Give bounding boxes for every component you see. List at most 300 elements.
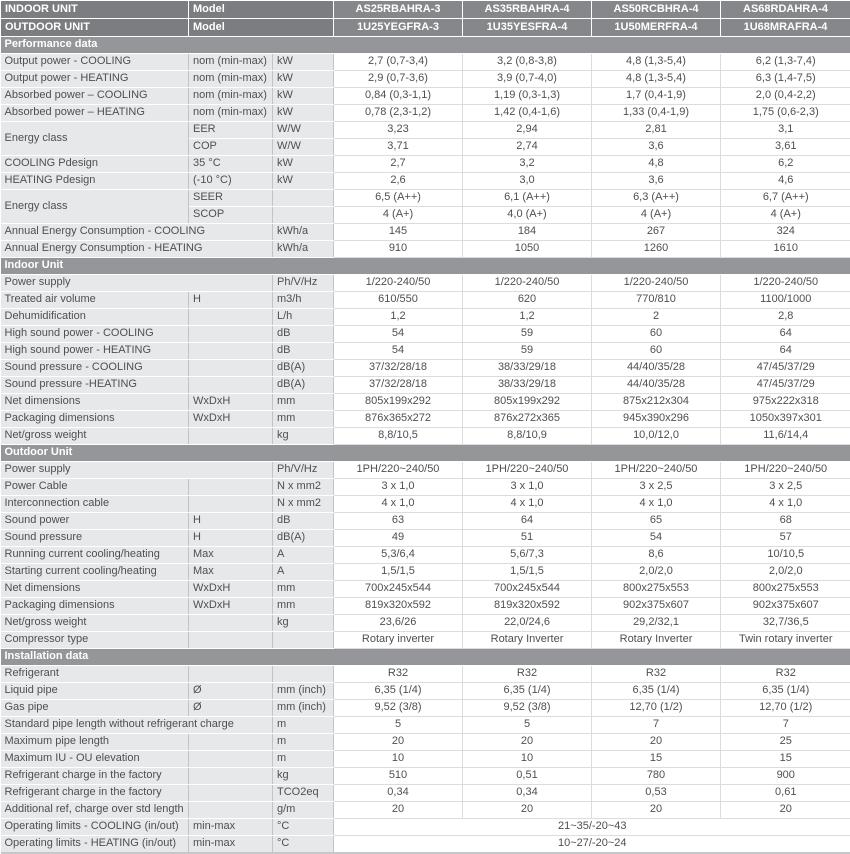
spec-value: 5 xyxy=(463,717,592,734)
spec-row xyxy=(1,683,850,700)
spec-label: Sound pressure xyxy=(1,530,189,547)
spec-value: 4,8 (1,3-5,4) xyxy=(592,54,721,71)
spec-row xyxy=(1,564,850,581)
spec-attr xyxy=(189,360,273,377)
spec-row xyxy=(1,479,850,496)
spec-label: Maximum pipe length xyxy=(1,734,189,751)
spec-value: 11,6/14,4 xyxy=(721,428,850,445)
spec-value: 620 xyxy=(463,292,592,309)
spec-label: Refrigerant charge in the factory xyxy=(1,785,189,802)
spec-value: 1050x397x301 xyxy=(721,411,850,428)
spec-label: COOLING Pdesign xyxy=(1,156,189,173)
section-title: Outdoor Unit xyxy=(1,445,850,462)
spec-unit: m xyxy=(273,734,334,751)
spec-unit: A xyxy=(273,547,334,564)
spec-label: Net/gross weight xyxy=(1,615,189,632)
indoor-unit-label: INDOOR UNIT xyxy=(1,1,189,19)
spec-value: 20 xyxy=(463,734,592,751)
spec-value: 4 (A+) xyxy=(334,207,463,224)
spec-unit: kg xyxy=(273,768,334,785)
spec-value: 2,7 (0,7-3,4) xyxy=(334,54,463,71)
spec-value: 20 xyxy=(592,802,721,819)
spec-value: 3,61 xyxy=(721,139,850,156)
spec-value: 800x275x553 xyxy=(592,581,721,598)
spec-attr: EER xyxy=(189,122,273,139)
spec-value: 1/220-240/50 xyxy=(334,275,463,292)
spec-value: 3,9 (0,7-4,0) xyxy=(463,71,592,88)
spec-value: 10,0/12,0 xyxy=(592,428,721,445)
spec-value: Rotary Inverter xyxy=(592,632,721,649)
spec-value: 1PH/220~240/50 xyxy=(592,462,721,479)
spec-label: Operating limits - COOLING (in/out) xyxy=(1,819,189,836)
spec-attr xyxy=(189,666,273,683)
spec-label: Net dimensions xyxy=(1,394,189,411)
spec-label: Treated air volume xyxy=(1,292,189,309)
spec-value: 6,3 (A++) xyxy=(592,190,721,207)
spec-row xyxy=(1,105,850,122)
spec-label: Refrigerant xyxy=(1,666,189,683)
spec-value: Twin rotary inverter xyxy=(721,632,850,649)
spec-row xyxy=(1,156,850,173)
spec-value: R32 xyxy=(334,666,463,683)
spec-label: Energy class xyxy=(1,190,189,224)
spec-value: 875x212x304 xyxy=(592,394,721,411)
spec-value: 2,0/2,0 xyxy=(592,564,721,581)
spec-attr: min-max xyxy=(189,819,273,836)
spec-value: R32 xyxy=(721,666,850,683)
spec-unit: Ph/V/Hz xyxy=(273,462,334,479)
spec-value: 0,78 (2,3-1,2) xyxy=(334,105,463,122)
spec-attr xyxy=(189,734,273,751)
spec-label: Dehumidification xyxy=(1,309,189,326)
spec-value: 1/220-240/50 xyxy=(721,275,850,292)
spec-value: 0,34 xyxy=(334,785,463,802)
spec-value: 6,7 (A++) xyxy=(721,190,850,207)
spec-row xyxy=(1,632,850,649)
spec-attr: 35 °C xyxy=(189,156,273,173)
spec-value: 5,3/6,4 xyxy=(334,547,463,564)
spec-label: Power supply xyxy=(1,275,273,292)
spec-attr: WxDxH xyxy=(189,598,273,615)
spec-attr xyxy=(189,802,273,819)
spec-value: 1,2 xyxy=(334,309,463,326)
spec-row xyxy=(1,360,850,377)
spec-value: 6,35 (1/4) xyxy=(334,683,463,700)
spec-label: Operating limits - HEATING (in/out) xyxy=(1,836,189,854)
spec-row xyxy=(1,666,850,683)
spec-unit: dB xyxy=(273,326,334,343)
spec-value: 2,0 (0,4-2,2) xyxy=(721,88,850,105)
spec-value: 60 xyxy=(592,343,721,360)
spec-value: 20 xyxy=(334,734,463,751)
spec-value: 700x245x544 xyxy=(463,581,592,598)
spec-attr xyxy=(189,343,273,360)
spec-value: 1610 xyxy=(721,241,850,258)
spec-unit: dB xyxy=(273,343,334,360)
spec-value: 8,8/10,5 xyxy=(334,428,463,445)
spec-label: Power supply xyxy=(1,462,273,479)
spec-value: 12,70 (1/2) xyxy=(721,700,850,717)
spec-label: HEATING Pdesign xyxy=(1,173,189,190)
spec-value: 64 xyxy=(463,513,592,530)
spec-unit: mm xyxy=(273,394,334,411)
spec-value: 4,0 (A+) xyxy=(463,207,592,224)
spec-row xyxy=(1,326,850,343)
spec-label: High sound power - COOLING xyxy=(1,326,189,343)
spec-row xyxy=(1,819,850,836)
spec-value: Rotary inverter xyxy=(334,632,463,649)
spec-unit: g/m xyxy=(273,802,334,819)
spec-attr xyxy=(189,326,273,343)
spec-value: 47/45/37/29 xyxy=(721,377,850,394)
spec-value: 37/32/28/18 xyxy=(334,360,463,377)
spec-unit: kg xyxy=(273,428,334,445)
spec-attr xyxy=(189,377,273,394)
spec-label: Starting current cooling/heating xyxy=(1,564,189,581)
spec-value: 64 xyxy=(721,343,850,360)
spec-row xyxy=(1,717,850,734)
spec-label: Net/gross weight xyxy=(1,428,189,445)
spec-value: 819x320x592 xyxy=(463,598,592,615)
spec-unit: N x mm2 xyxy=(273,479,334,496)
spec-unit xyxy=(273,632,334,649)
spec-value: 2 xyxy=(592,309,721,326)
spec-unit: m xyxy=(273,751,334,768)
model-name: 1U68MRAFRA-4 xyxy=(721,19,850,37)
spec-value: 4 (A+) xyxy=(721,207,850,224)
spec-attr xyxy=(189,496,273,513)
spec-label: Power Cable xyxy=(1,479,189,496)
spec-attr: H xyxy=(189,530,273,547)
spec-value: 902x375x607 xyxy=(592,598,721,615)
spec-attr xyxy=(189,751,273,768)
spec-unit: mm xyxy=(273,581,334,598)
section-title: Indoor Unit xyxy=(1,258,850,275)
spec-value: 6,2 xyxy=(721,156,850,173)
spec-value: 60 xyxy=(592,326,721,343)
outdoor-unit-label: OUTDOOR UNIT xyxy=(1,19,189,37)
spec-value: 25 xyxy=(721,734,850,751)
spec-attr: Ø xyxy=(189,700,273,717)
section-header-row xyxy=(1,445,850,462)
spec-label: Sound pressure - COOLING xyxy=(1,360,189,377)
spec-value: 902x375x607 xyxy=(721,598,850,615)
spec-value: 5,6/7,3 xyxy=(463,547,592,564)
spec-attr: SEER xyxy=(189,190,273,207)
spec-value: 2,8 xyxy=(721,309,850,326)
spec-row xyxy=(1,241,850,258)
spec-row xyxy=(1,173,850,190)
spec-value: 1PH/220~240/50 xyxy=(463,462,592,479)
spec-value: 23,6/26 xyxy=(334,615,463,632)
spec-row xyxy=(1,275,850,292)
spec-value: 4,8 (1,3-5,4) xyxy=(592,71,721,88)
spec-label: Running current cooling/heating xyxy=(1,547,189,564)
section-header-row xyxy=(1,649,850,666)
spec-value: 1,5/1,5 xyxy=(334,564,463,581)
spec-value: 49 xyxy=(334,530,463,547)
spec-attr: nom (min-max) xyxy=(189,71,273,88)
spec-attr: WxDxH xyxy=(189,581,273,598)
spec-value: 8,6 xyxy=(592,547,721,564)
spec-value: 38/33/29/18 xyxy=(463,360,592,377)
spec-value: 8,8/10,9 xyxy=(463,428,592,445)
spec-row xyxy=(1,768,850,785)
spec-value: 267 xyxy=(592,224,721,241)
spec-value: Rotary Inverter xyxy=(463,632,592,649)
model-name: AS50RCBHRA-4 xyxy=(592,1,721,19)
spec-row xyxy=(1,122,850,139)
spec-attr: nom (min-max) xyxy=(189,54,273,71)
spec-label: Standard pipe length without refrigerant charge xyxy=(1,717,273,734)
section-title: Installation data xyxy=(1,649,850,666)
spec-value: 819x320x592 xyxy=(334,598,463,615)
spec-value: 64 xyxy=(721,326,850,343)
spec-value: 3 x 2,5 xyxy=(592,479,721,496)
spec-value: 805x199x292 xyxy=(334,394,463,411)
spec-value: 900 xyxy=(721,768,850,785)
spec-attr xyxy=(189,428,273,445)
spec-value: 3,1 xyxy=(721,122,850,139)
spec-label: High sound power - HEATING xyxy=(1,343,189,360)
spec-value-span: 10~27/-20~24 xyxy=(334,836,850,854)
spec-unit: kWh/a xyxy=(273,224,334,241)
spec-value: R32 xyxy=(592,666,721,683)
spec-value: 800x275x553 xyxy=(721,581,850,598)
spec-value: 9,52 (3/8) xyxy=(463,700,592,717)
spec-value: 3,2 (0,8-3,8) xyxy=(463,54,592,71)
spec-value: 54 xyxy=(592,530,721,547)
spec-row xyxy=(1,411,850,428)
spec-row xyxy=(1,496,850,513)
spec-label: Output power - HEATING xyxy=(1,71,189,88)
spec-row xyxy=(1,377,850,394)
spec-unit: dB(A) xyxy=(273,377,334,394)
section-header-row xyxy=(1,37,850,54)
spec-row xyxy=(1,513,850,530)
spec-value: 0,51 xyxy=(463,768,592,785)
spec-value: 510 xyxy=(334,768,463,785)
spec-unit: TCO2eq xyxy=(273,785,334,802)
spec-unit: mm xyxy=(273,411,334,428)
spec-attr: WxDxH xyxy=(189,394,273,411)
spec-value: 1,42 (0,4-1,6) xyxy=(463,105,592,122)
spec-row xyxy=(1,428,850,445)
spec-unit: kW xyxy=(273,173,334,190)
spec-unit: °C xyxy=(273,836,334,854)
spec-value: 610/550 xyxy=(334,292,463,309)
spec-value: 6,35 (1/4) xyxy=(721,683,850,700)
spec-value: 20 xyxy=(592,734,721,751)
spec-value: R32 xyxy=(463,666,592,683)
spec-value: 184 xyxy=(463,224,592,241)
spec-row xyxy=(1,734,850,751)
spec-value: 9,52 (3/8) xyxy=(334,700,463,717)
spec-value: 20 xyxy=(334,802,463,819)
spec-value: 2,74 xyxy=(463,139,592,156)
model-label: Model xyxy=(189,19,334,37)
spec-value: 2,6 xyxy=(334,173,463,190)
spec-value: 4 x 1,0 xyxy=(721,496,850,513)
spec-attr: (-10 °C) xyxy=(189,173,273,190)
section-header-row xyxy=(1,258,850,275)
spec-value: 324 xyxy=(721,224,850,241)
spec-value: 22,0/24,6 xyxy=(463,615,592,632)
spec-value: 6,35 (1/4) xyxy=(592,683,721,700)
spec-label: Liquid pipe xyxy=(1,683,189,700)
spec-attr: SCOP xyxy=(189,207,273,224)
spec-value: 1,7 (0,4-1,9) xyxy=(592,88,721,105)
spec-row xyxy=(1,598,850,615)
spec-unit xyxy=(273,207,334,224)
spec-attr xyxy=(189,768,273,785)
spec-value: 6,1 (A++) xyxy=(463,190,592,207)
model-name: AS35RBAHRA-4 xyxy=(463,1,592,19)
spec-value: 51 xyxy=(463,530,592,547)
spec-label: Annual Energy Consumption - COOLING xyxy=(1,224,273,241)
spec-row xyxy=(1,751,850,768)
spec-unit: kW xyxy=(273,105,334,122)
spec-attr: H xyxy=(189,513,273,530)
spec-value: 0,84 (0,3-1,1) xyxy=(334,88,463,105)
spec-attr: Ø xyxy=(189,683,273,700)
outdoor-unit-header-row xyxy=(1,19,850,37)
spec-value: 2,94 xyxy=(463,122,592,139)
spec-value: 3,6 xyxy=(592,173,721,190)
spec-value: 6,3 (1,4-7,5) xyxy=(721,71,850,88)
spec-row xyxy=(1,224,850,241)
spec-value: 57 xyxy=(721,530,850,547)
spec-value: 29,2/32,1 xyxy=(592,615,721,632)
spec-row xyxy=(1,292,850,309)
spec-value: 145 xyxy=(334,224,463,241)
spec-value: 68 xyxy=(721,513,850,530)
spec-row xyxy=(1,547,850,564)
section-title: Performance data xyxy=(1,37,850,54)
spec-value: 54 xyxy=(334,343,463,360)
spec-label: Sound power xyxy=(1,513,189,530)
spec-value: 47/45/37/29 xyxy=(721,360,850,377)
spec-unit xyxy=(273,666,334,683)
spec-value: 10/10,5 xyxy=(721,547,850,564)
spec-value: 3,0 xyxy=(463,173,592,190)
spec-value: 7 xyxy=(592,717,721,734)
spec-value: 1,19 (0,3-1,3) xyxy=(463,88,592,105)
spec-value: 3,23 xyxy=(334,122,463,139)
spec-value: 54 xyxy=(334,326,463,343)
spec-row xyxy=(1,785,850,802)
spec-value: 0,34 xyxy=(463,785,592,802)
spec-unit: kW xyxy=(273,54,334,71)
spec-row xyxy=(1,394,850,411)
spec-label: Packaging dimensions xyxy=(1,411,189,428)
spec-value: 63 xyxy=(334,513,463,530)
spec-label: Interconnection cable xyxy=(1,496,189,513)
spec-value: 44/40/35/28 xyxy=(592,377,721,394)
spec-value: 876x365x272 xyxy=(334,411,463,428)
spec-value: 0,61 xyxy=(721,785,850,802)
spec-value: 1PH/220~240/50 xyxy=(721,462,850,479)
spec-attr: nom (min-max) xyxy=(189,105,273,122)
spec-attr: Max xyxy=(189,547,273,564)
spec-unit: mm (inch) xyxy=(273,683,334,700)
spec-label: Output power - COOLING xyxy=(1,54,189,71)
spec-value: 1PH/220~240/50 xyxy=(334,462,463,479)
spec-attr: COP xyxy=(189,139,273,156)
spec-value: 2,9 (0,7-3,6) xyxy=(334,71,463,88)
spec-attr: nom (min-max) xyxy=(189,88,273,105)
spec-unit: N x mm2 xyxy=(273,496,334,513)
model-name: AS68RDAHRA-4 xyxy=(721,1,850,19)
spec-value: 1,5/1,5 xyxy=(463,564,592,581)
spec-unit: kW xyxy=(273,156,334,173)
spec-value: 2,81 xyxy=(592,122,721,139)
spec-value: 59 xyxy=(463,343,592,360)
spec-value: 1,2 xyxy=(463,309,592,326)
spec-label: Refrigerant charge in the factory xyxy=(1,768,189,785)
spec-value: 15 xyxy=(721,751,850,768)
spec-attr xyxy=(189,632,273,649)
spec-value: 1,75 (0,6-2,3) xyxy=(721,105,850,122)
spec-value: 4,8 xyxy=(592,156,721,173)
spec-label: Absorbed power – HEATING xyxy=(1,105,189,122)
spec-value: 0,53 xyxy=(592,785,721,802)
spec-value: 910 xyxy=(334,241,463,258)
spec-label: Packaging dimensions xyxy=(1,598,189,615)
spec-value: 1,33 (0,4-1,9) xyxy=(592,105,721,122)
spec-unit: A xyxy=(273,564,334,581)
spec-unit: dB xyxy=(273,513,334,530)
spec-table-body xyxy=(1,1,850,854)
spec-value: 12,70 (1/2) xyxy=(592,700,721,717)
spec-value: 38/33/29/18 xyxy=(463,377,592,394)
spec-label: Sound pressure -HEATING xyxy=(1,377,189,394)
spec-label: Maximum IU - OU elevation xyxy=(1,751,189,768)
spec-unit: Ph/V/Hz xyxy=(273,275,334,292)
spec-attr: min-max xyxy=(189,836,273,854)
spec-unit: L/h xyxy=(273,309,334,326)
spec-unit: kW xyxy=(273,88,334,105)
spec-value: 876x272x365 xyxy=(463,411,592,428)
spec-row xyxy=(1,700,850,717)
spec-value: 1050 xyxy=(463,241,592,258)
indoor-unit-header-row xyxy=(1,1,850,19)
spec-attr: WxDxH xyxy=(189,411,273,428)
spec-attr: Max xyxy=(189,564,273,581)
spec-label: Compressor type xyxy=(1,632,189,649)
spec-unit: mm (inch) xyxy=(273,700,334,717)
spec-row xyxy=(1,71,850,88)
spec-value: 10 xyxy=(334,751,463,768)
spec-value: 945x390x296 xyxy=(592,411,721,428)
spec-unit: dB(A) xyxy=(273,530,334,547)
spec-row xyxy=(1,615,850,632)
spec-value: 1/220-240/50 xyxy=(463,275,592,292)
spec-value: 6,2 (1,3-7,4) xyxy=(721,54,850,71)
spec-value: 1100/1000 xyxy=(721,292,850,309)
spec-row xyxy=(1,343,850,360)
spec-row xyxy=(1,190,850,207)
spec-attr xyxy=(189,479,273,496)
spec-value: 770/810 xyxy=(592,292,721,309)
spec-value: 4,6 xyxy=(721,173,850,190)
spec-row xyxy=(1,88,850,105)
spec-row xyxy=(1,836,850,854)
spec-unit: m3/h xyxy=(273,292,334,309)
spec-value: 3,6 xyxy=(592,139,721,156)
spec-value: 6,35 (1/4) xyxy=(463,683,592,700)
spec-value: 20 xyxy=(463,802,592,819)
